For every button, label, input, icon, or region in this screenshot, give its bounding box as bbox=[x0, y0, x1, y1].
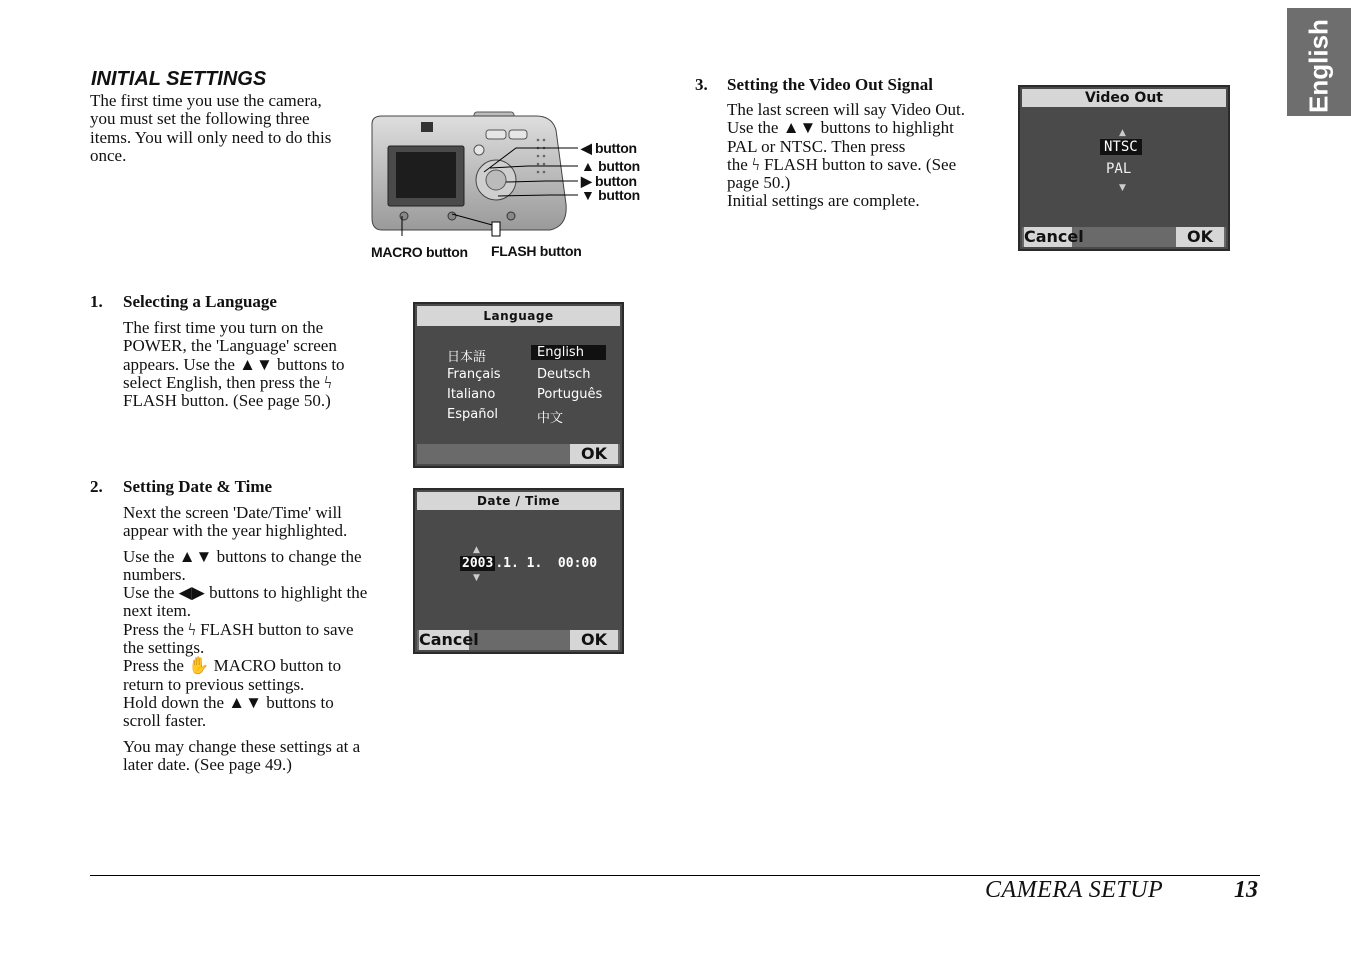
intro-text bbox=[90, 92, 331, 165]
section2-line: the settings. bbox=[123, 638, 205, 658]
up-button-label: ▲ button bbox=[581, 158, 640, 174]
section3-line: Initial settings are complete. bbox=[727, 191, 920, 211]
language-option: Español bbox=[447, 407, 499, 422]
videoout-cancel-button[interactable]: Cancel bbox=[1024, 227, 1084, 246]
up-arrow-icon: ▲ bbox=[473, 545, 480, 555]
section2-para1 bbox=[123, 504, 388, 541]
down-arrow-icon: ▼ bbox=[473, 573, 480, 583]
intro-line: once. bbox=[90, 145, 127, 165]
language-tab-label: English bbox=[1303, 19, 1334, 113]
section2-line: Press the ✋ MACRO button to bbox=[123, 656, 342, 676]
footer-title: CAMERA SETUP bbox=[985, 877, 1164, 903]
section2-line: You may change these settings at a bbox=[123, 736, 361, 756]
section3-text bbox=[727, 101, 1002, 211]
section2-line: Use the ▲▼ buttons to change the bbox=[123, 546, 362, 566]
section3-line: PAL or NTSC. Then press bbox=[727, 136, 906, 156]
language-option: Deutsch bbox=[537, 367, 591, 382]
left-button-label: ◀ button bbox=[581, 140, 637, 156]
section2-para2 bbox=[123, 548, 388, 731]
section2-text bbox=[123, 504, 388, 774]
language-option: Italiano bbox=[447, 387, 496, 402]
language-option: Français bbox=[447, 367, 501, 382]
section2-title: Setting Date & Time bbox=[123, 477, 273, 496]
macro-button-label: MACRO button bbox=[371, 244, 468, 260]
section2-line: next item. bbox=[123, 601, 191, 621]
section3-line: Use the ▲▼ buttons to highlight bbox=[727, 118, 954, 138]
language-option-selected: English bbox=[531, 345, 606, 360]
section1-title: Selecting a Language bbox=[123, 292, 277, 311]
language-ok-button[interactable]: OK bbox=[570, 444, 618, 464]
section3-line: page 50.) bbox=[727, 173, 791, 193]
right-button-label: ▶ button bbox=[581, 173, 637, 189]
section2-line: return to previous settings. bbox=[123, 674, 305, 694]
section2-line: Use the ◀▶ buttons to highlight the bbox=[123, 583, 368, 603]
intro-line: items. You will only need to do this bbox=[90, 127, 332, 147]
footer-rule bbox=[90, 875, 1260, 876]
datetime-cancel-button[interactable]: Cancel bbox=[419, 630, 479, 649]
language-tab bbox=[1287, 8, 1351, 116]
section2-line: later date. (See page 49.) bbox=[123, 754, 292, 774]
up-arrow-icon: ▲ bbox=[1119, 128, 1126, 138]
section2-number: 2. bbox=[90, 477, 103, 496]
section1-line: The first time you turn on the bbox=[123, 318, 324, 337]
datetime-value bbox=[460, 556, 597, 571]
page-number: 13 bbox=[1234, 877, 1258, 903]
videoout-screen-title: Video Out bbox=[1022, 89, 1226, 107]
section1-number: 1. bbox=[90, 292, 103, 311]
section2-line: scroll faster. bbox=[123, 711, 207, 731]
language-option: 中文 bbox=[537, 411, 564, 426]
videoout-screen bbox=[1018, 85, 1230, 251]
datetime-year-selected: 2003 bbox=[462, 556, 494, 571]
intro-line: The first time you use the camera, bbox=[90, 91, 322, 110]
language-option: 日本語 bbox=[447, 350, 487, 365]
section3-title: Setting the Video Out Signal bbox=[727, 75, 933, 94]
datetime-screen-title: Date / Time bbox=[417, 492, 620, 510]
section1-line: appears. Use the ▲▼ buttons to bbox=[123, 354, 345, 374]
flash-button-label: FLASH button bbox=[491, 243, 582, 259]
videoout-option: PAL bbox=[1106, 161, 1132, 177]
section2-line: appear with the year highlighted. bbox=[123, 521, 348, 541]
datetime-ok-button[interactable]: OK bbox=[570, 630, 618, 650]
intro-line: you must set the following three bbox=[90, 109, 310, 129]
datetime-screen bbox=[413, 488, 624, 654]
section2-line: numbers. bbox=[123, 564, 186, 584]
section1-line: select English, then press the ϟ bbox=[123, 372, 332, 392]
section1-line: POWER, the 'Language' screen bbox=[123, 336, 337, 356]
section1-text bbox=[123, 319, 345, 410]
intro-heading: INITIAL SETTINGS bbox=[91, 68, 267, 90]
language-option: Português bbox=[537, 387, 603, 402]
language-screen bbox=[413, 302, 624, 468]
down-button-label: ▼ button bbox=[581, 187, 640, 203]
section3-number: 3. bbox=[695, 75, 708, 94]
section2-line: Hold down the ▲▼ buttons to bbox=[123, 692, 334, 712]
datetime-rest: .1. 1. 00:00 bbox=[495, 556, 598, 571]
language-screen-title: Language bbox=[417, 306, 620, 326]
down-arrow-icon: ▼ bbox=[1119, 183, 1126, 193]
section3-line: the ϟ FLASH button to save. (See bbox=[727, 154, 957, 174]
videoout-ok-button[interactable]: OK bbox=[1176, 227, 1224, 247]
videoout-option-selected: NTSC bbox=[1100, 139, 1142, 155]
section1-line: FLASH button. (See page 50.) bbox=[123, 391, 331, 411]
section2-para3 bbox=[123, 738, 388, 775]
section3-line: The last screen will say Video Out. bbox=[727, 100, 966, 119]
section2-line: Press the ϟ FLASH button to save bbox=[123, 619, 354, 639]
section2-line: Next the screen 'Date/Time' will bbox=[123, 503, 342, 522]
